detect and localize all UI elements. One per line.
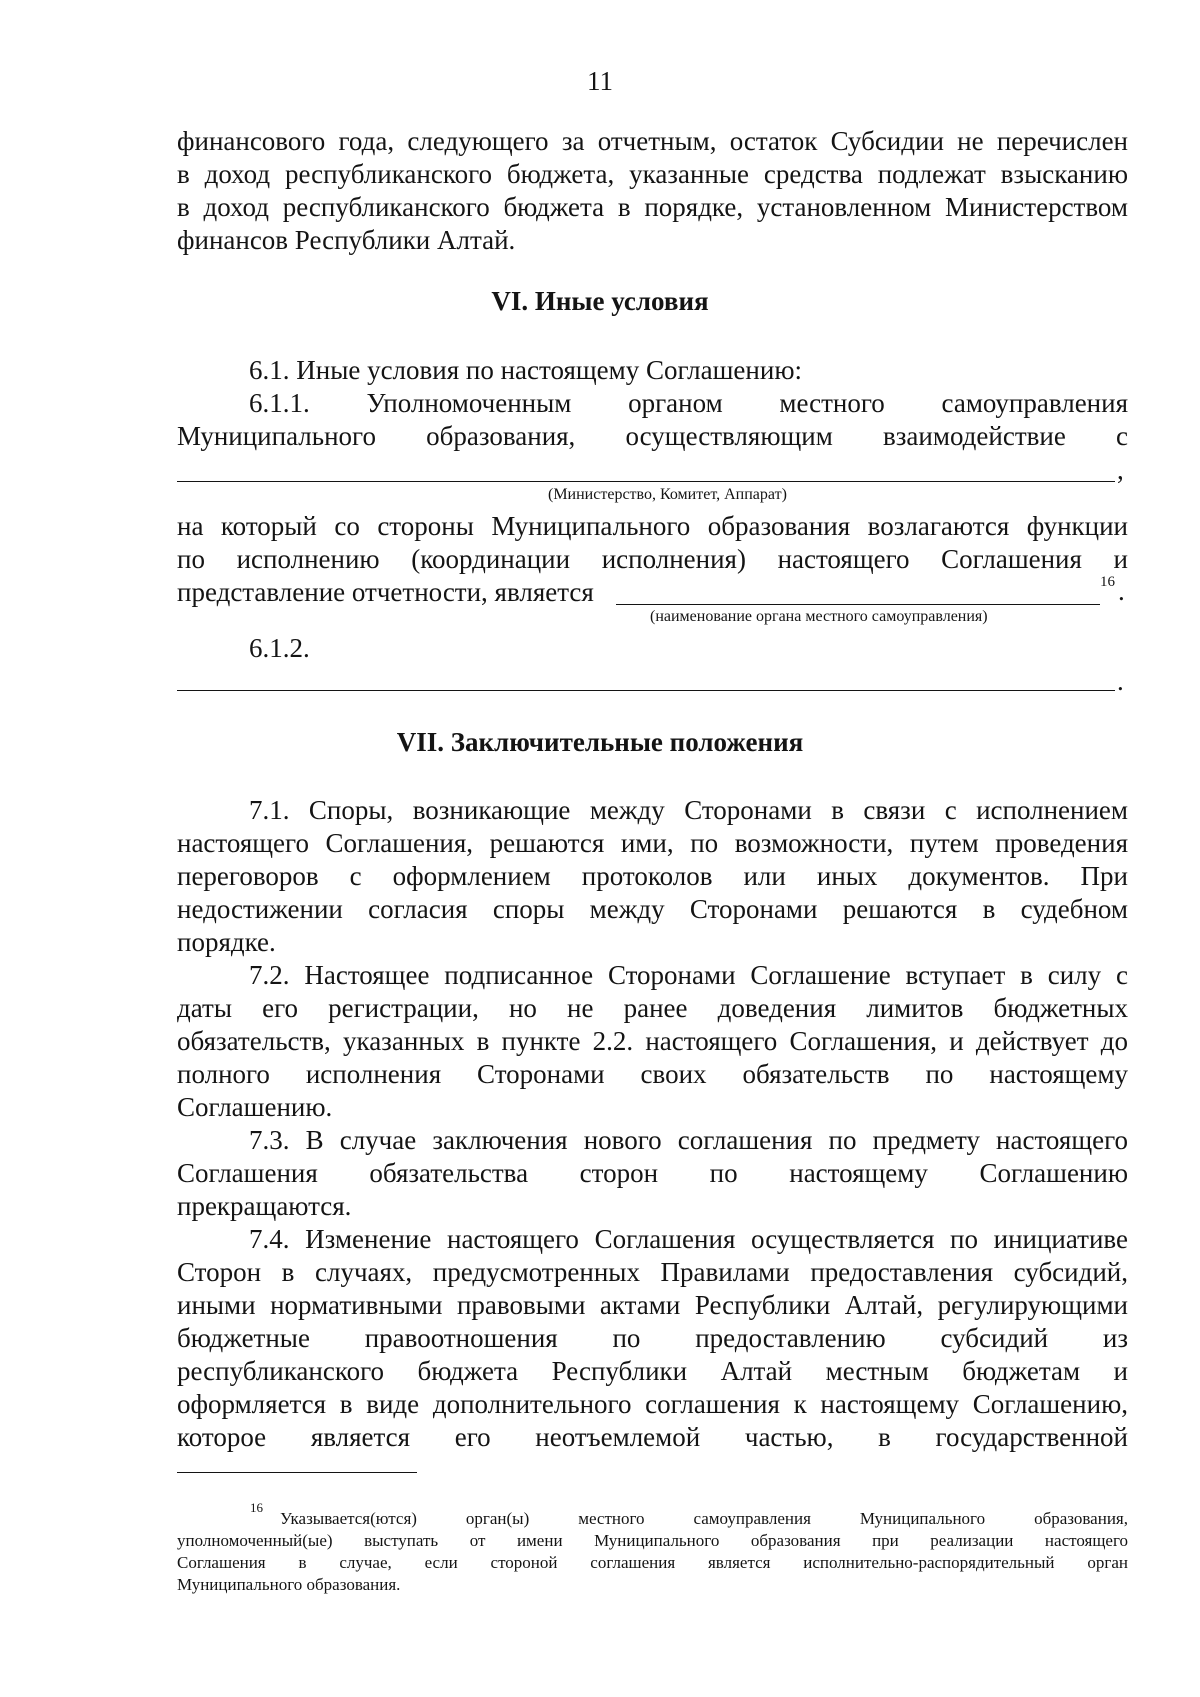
blank-period: .: [1117, 666, 1124, 696]
text-line: финансов Республики Алтай.: [177, 225, 516, 255]
clause-6-1-1-line: по исполнению (координации исполнения) настоящего Соглашения и: [177, 544, 1128, 574]
text-line: обязательств, указанных в пункте 2.2. настоящего Соглашения, и действует до: [177, 1026, 1128, 1056]
clause-6-1-1-line: 6.1.1. Уполномоченным органом местного самоуправления: [249, 388, 1128, 418]
text-line: 7.1. Споры, возникающие между Сторонами в связи с исполнением: [249, 795, 1128, 825]
text-line: финансового года, следующего за отчетным, остаток Субсидии не перечислен: [177, 126, 1128, 156]
text-line: 7.4. Изменение настоящего Соглашения осуществляется по инициативе: [249, 1224, 1128, 1254]
text-line: 7.3. В случае заключения нового соглашения по предмету настоящего: [249, 1125, 1128, 1155]
text-line: Сторон в случаях, предусмотренных Правилами предоставления субсидий,: [177, 1257, 1128, 1287]
text-line: 7.2. Настоящее подписанное Сторонами Соглашение вступает в силу с: [249, 960, 1128, 990]
section-heading-7: VII. Заключительные положения: [396, 727, 804, 757]
clause-6-1-1-line: представление отчетности, является: [177, 577, 594, 607]
text-line: Соглашению.: [177, 1092, 333, 1122]
blank-caption: (Министерство, Комитет, Аппарат): [548, 486, 787, 503]
blank-fill-line: [177, 690, 1115, 691]
text-line: которое является его неотъемлемой частью, в государственной: [177, 1422, 1128, 1452]
text-line: недостижении согласия споры между Сторонами решаются в судебном: [177, 894, 1128, 924]
footnote-reference: 16: [1100, 574, 1115, 590]
blank-comma: ,: [1117, 455, 1124, 485]
text-line: в доход республиканского бюджета, указанные средства подлежат взысканию: [177, 159, 1128, 189]
text-line: переговоров с оформлением протоколов или иных документов. При: [177, 861, 1128, 891]
clause-6-1-1-line: на который со стороны Муниципального образования возлагаются функции: [177, 511, 1128, 541]
footnote-line: Муниципального образования.: [177, 1575, 401, 1594]
section-heading-6: VI. Иные условия: [491, 286, 709, 316]
text-line: настоящего Соглашения, решаются ими, по возможности, путем проведения: [177, 828, 1128, 858]
footnote-number: 16: [250, 1500, 263, 1515]
text-line: порядке.: [177, 927, 276, 957]
text-line: иными нормативными правовыми актами Республики Алтай, регулирующими: [177, 1290, 1128, 1320]
text-line: прекращаются.: [177, 1191, 352, 1221]
footnote-separator: [177, 1472, 417, 1473]
footnote-line: уполномоченный(ые) выступать от имени Муниципального образования при реализации настоящего: [177, 1531, 1128, 1550]
text-line: полного исполнения Сторонами своих обязательств по настоящему: [177, 1059, 1128, 1089]
clause-6-1: 6.1. Иные условия по настоящему Соглашению:: [249, 355, 802, 385]
text-line: республиканского бюджета Республики Алтай местным бюджетам и: [177, 1356, 1128, 1386]
text-line: в доход республиканского бюджета в порядке, установленном Министерством: [177, 192, 1128, 222]
clause-6-1-2: 6.1.2.: [249, 633, 310, 663]
text-line: оформляется в виде дополнительного соглашения к настоящему Соглашению,: [177, 1389, 1128, 1419]
text-line: Соглашения обязательства сторон по настоящему Соглашению: [177, 1158, 1128, 1188]
text-line: даты его регистрации, но не ранее доведения лимитов бюджетных: [177, 993, 1128, 1023]
text-line: бюджетные правоотношения по предоставлению субсидий из: [177, 1323, 1128, 1353]
clause-6-1-1-line: Муниципального образования, осуществляющим взаимодействие с: [177, 421, 1128, 451]
page-number: 11: [587, 66, 613, 96]
blank-fill-line: [177, 481, 1115, 482]
footnote-line: Указывается(ются) орган(ы) местного самоуправления Муниципального образования,: [280, 1509, 1128, 1528]
blank-fill-line: [616, 604, 1100, 605]
blank-caption: (наименование органа местного самоуправления): [650, 608, 988, 625]
blank-period: .: [1118, 576, 1125, 606]
footnote-line: Соглашения в случае, если стороной соглашения является исполнительно-распорядительный орган: [177, 1553, 1128, 1572]
